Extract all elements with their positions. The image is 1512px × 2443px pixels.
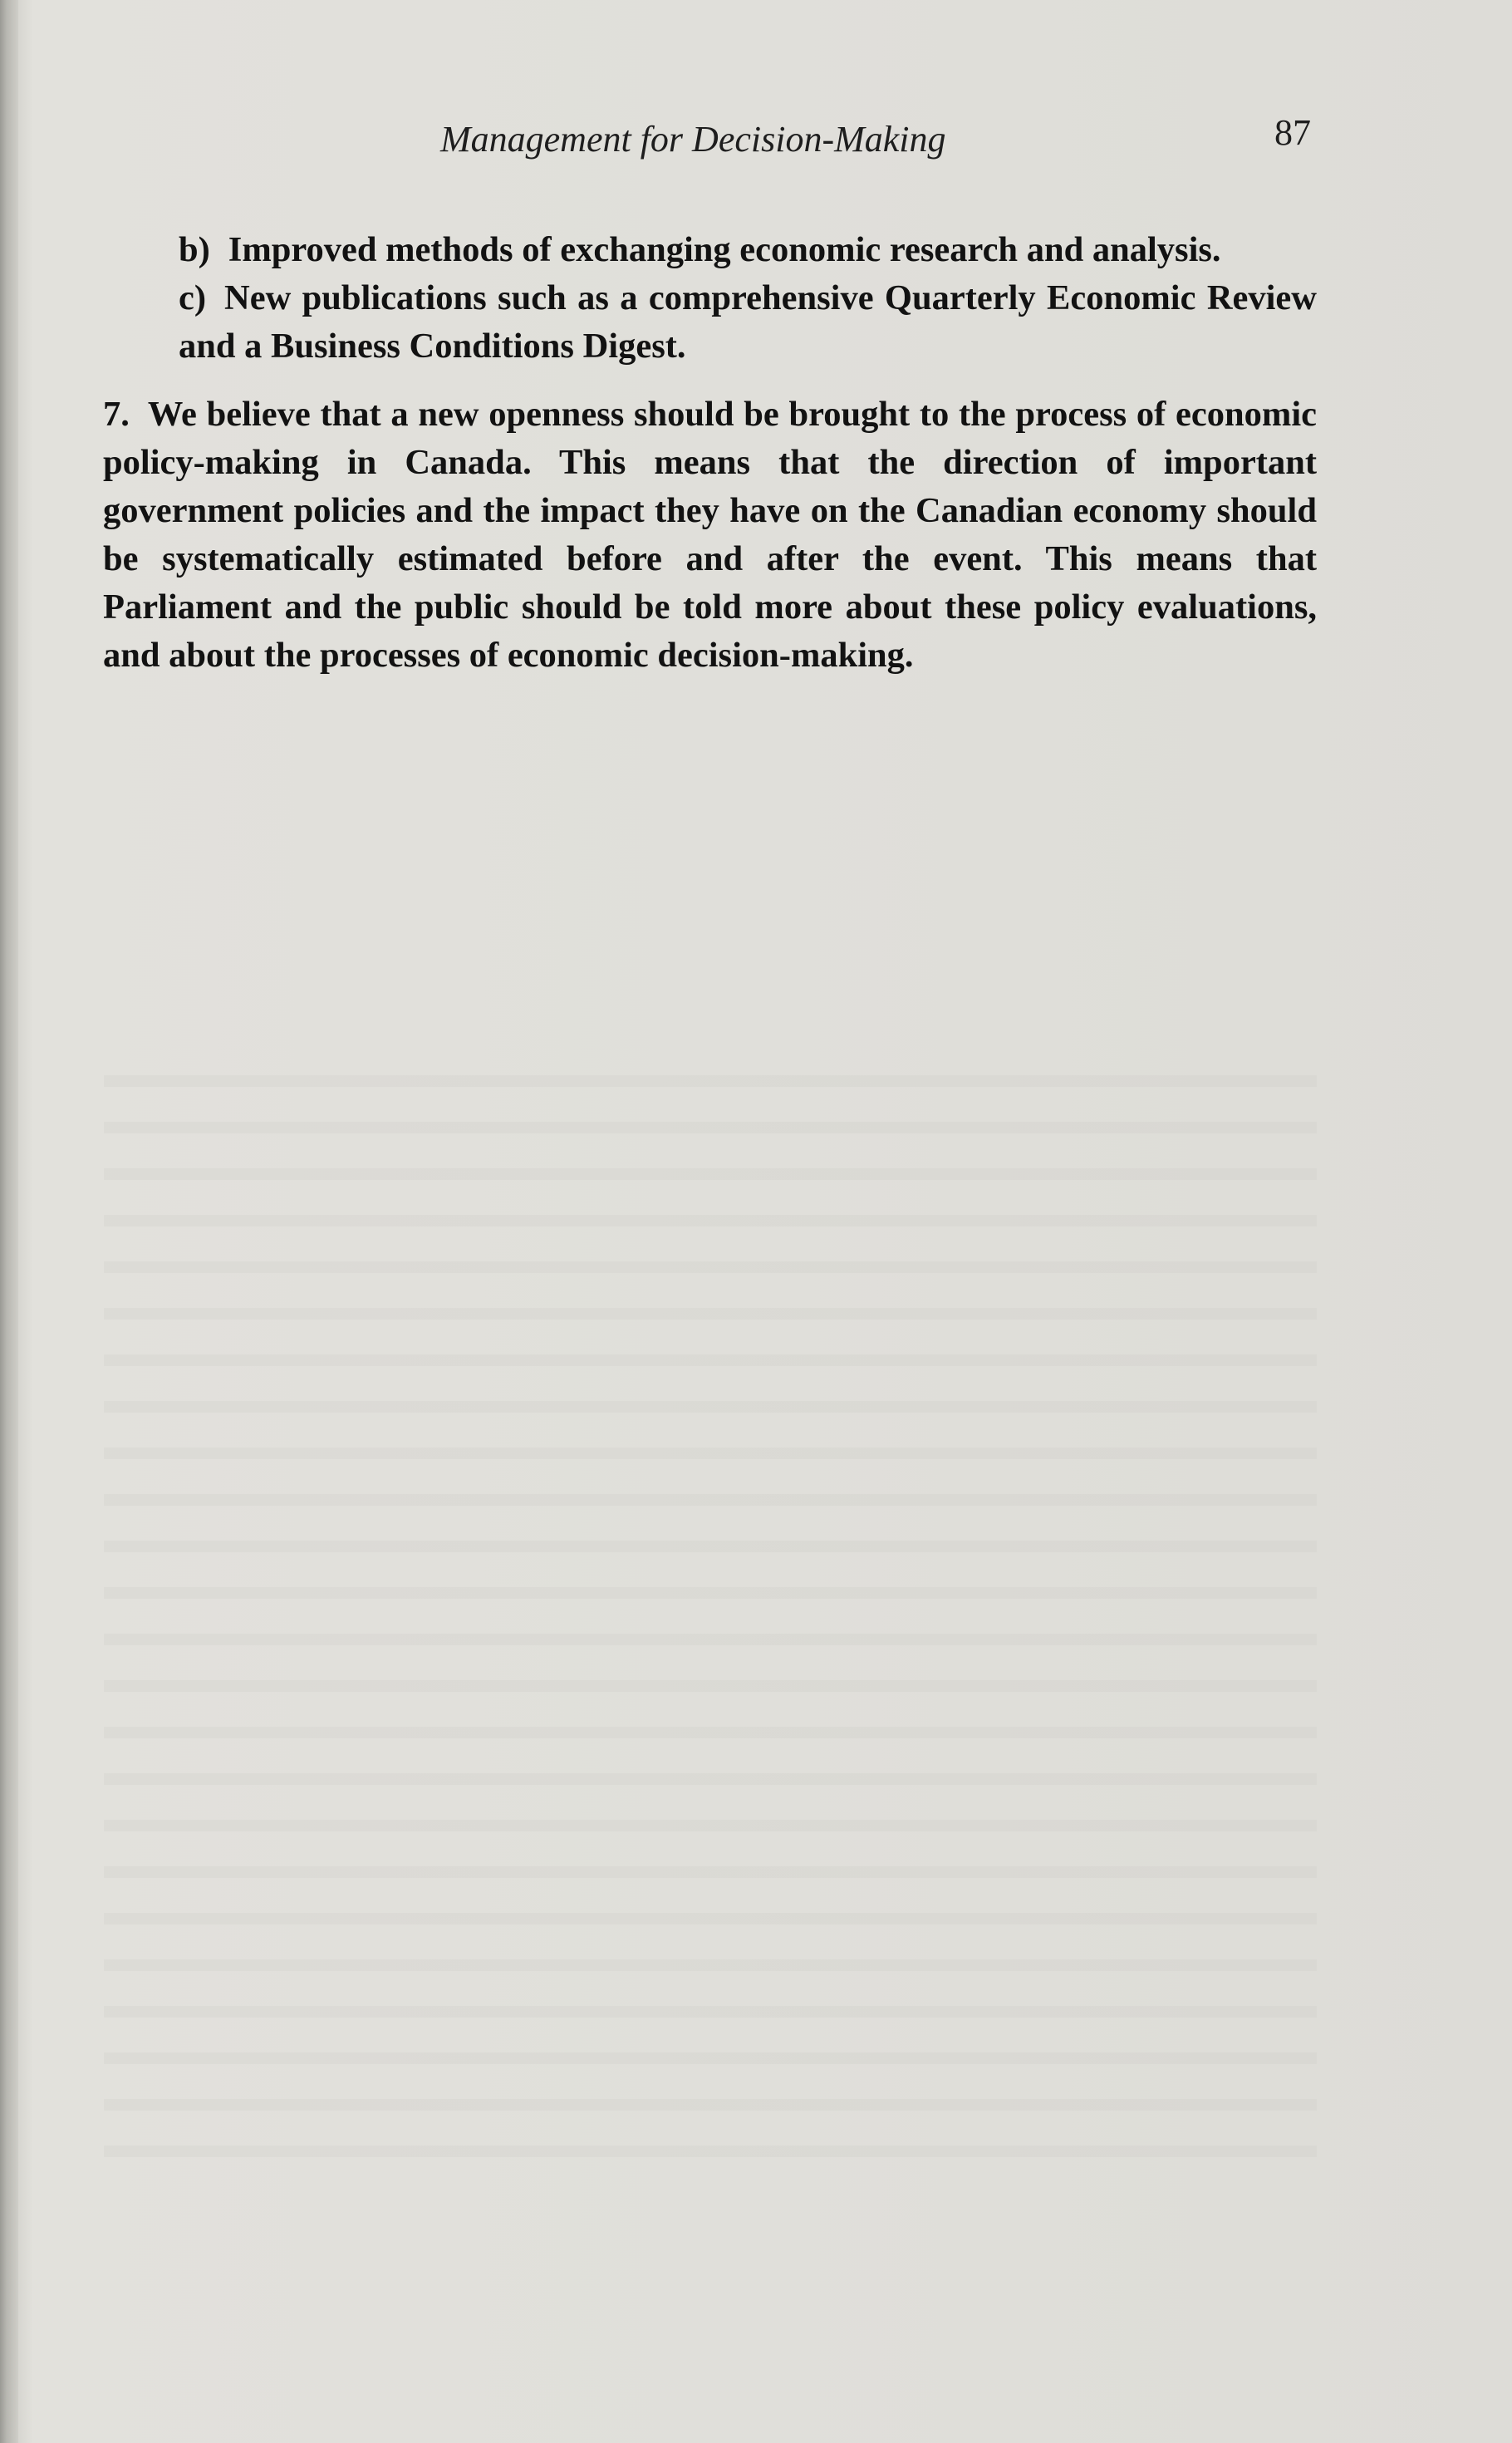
bleed-through-texture (104, 1047, 1317, 2177)
list-marker-c: c) (179, 278, 207, 317)
page-binding-edge (0, 0, 18, 2443)
list-item-c-text: New publications such as a comprehensive Quarterly Economic Review and a Business Conditions Digest. (179, 278, 1317, 366)
list-item-c (179, 274, 1317, 371)
list-marker-b: b) (179, 230, 210, 269)
paragraph-number-7: 7. (103, 395, 130, 434)
list-item-b-text: Improved methods of exchanging economic research and analysis. (228, 230, 1221, 269)
running-header-title: Management for Decision-Making (440, 119, 946, 160)
list-item-b (179, 226, 1317, 274)
page-number: 87 (1274, 112, 1311, 153)
numbered-paragraph-7 (103, 391, 1317, 680)
paragraph-7-text: We believe that a new openness should be brought to the process of economic policy-making in Canada. This means that the direction of important government policies and the impact they have on the Canadian economy should be systematically estimated before and after the event. This means that Parliament and the public should be told more about these policy evaluations, and about the processes of economic decision-making. (103, 395, 1317, 675)
